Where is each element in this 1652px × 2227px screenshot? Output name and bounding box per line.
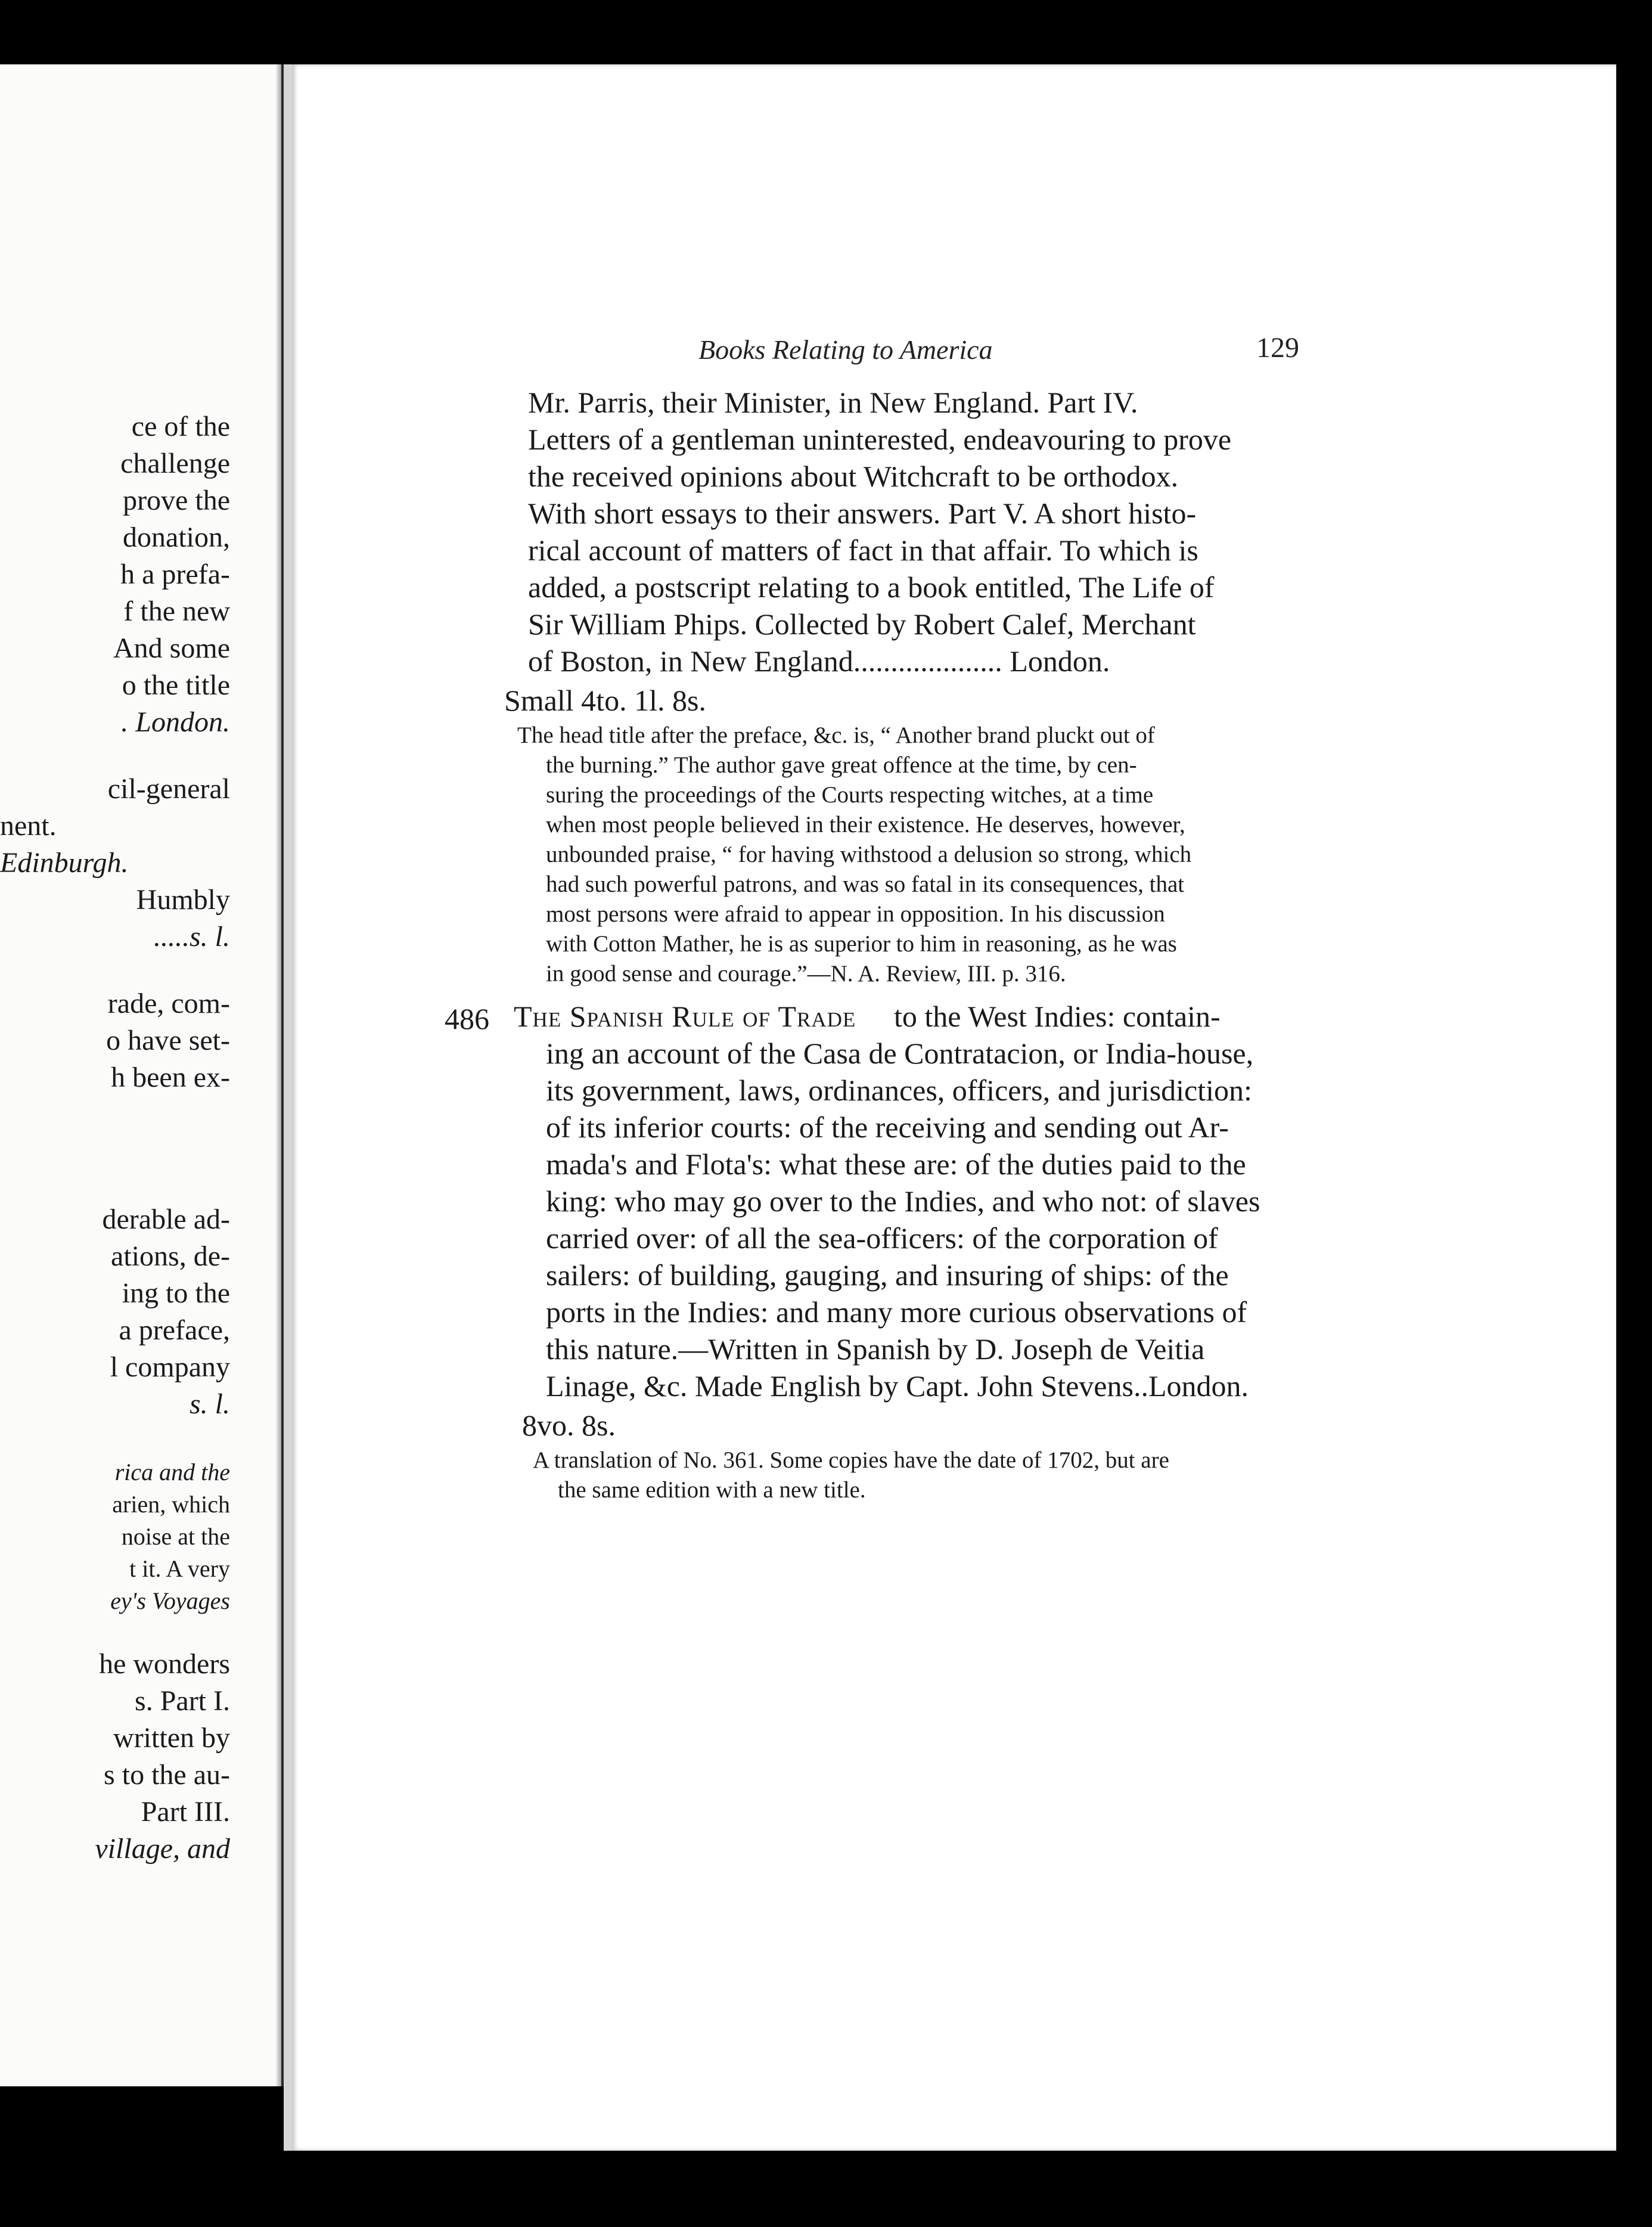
left-line: donation, (123, 522, 230, 553)
left-line: Edinburgh. (0, 847, 129, 879)
left-line: Humbly (136, 884, 230, 916)
entry-485-line: With short essays to their answers. Part V. A short histo- (528, 497, 1197, 530)
entry-486-line: to the West Indies: contain- (894, 1000, 1221, 1033)
left-line: s. Part I. (135, 1685, 230, 1717)
entry-485-note-line: in good sense and courage.”—N. A. Review, III. p. 316. (546, 961, 1066, 987)
entry-486-line: Linage, &c. Made English by Capt. John Stevens..London. (546, 1369, 1249, 1403)
entry-485-note-line: had such powerful patrons, and was so fatal in its consequences, that (546, 871, 1185, 897)
left-line: cil-general (107, 773, 230, 805)
left-line: f the new (123, 595, 230, 627)
left-line: s to the au- (104, 1759, 230, 1791)
entry-486-line: ports in the Indies: and many more curious observations of (546, 1295, 1247, 1329)
entry-486-note-line: the same edition with a new title. (558, 1477, 866, 1503)
left-line: he wonders (99, 1648, 230, 1680)
entry-485-line: Mr. Parris, their Minister, in New England. Part IV. (528, 386, 1138, 419)
left-line: a preface, (119, 1314, 230, 1346)
left-line: ey's Voyages (110, 1587, 230, 1614)
entry-485-note-line: most persons were afraid to appear in opposition. In his discussion (546, 901, 1165, 927)
left-line: arien, which (112, 1491, 230, 1518)
left-line: h a prefa- (120, 559, 230, 590)
left-line: ce of the (131, 411, 230, 442)
entry-485-line: added, a postscript relating to a book entitled, The Life of (528, 570, 1215, 604)
entry-485-note-line: unbounded praise, “ for having withstood a delusion so strong, which (546, 842, 1192, 867)
left-line: ations, de- (111, 1240, 230, 1272)
entry-485-line: of Boston, in New England.................... London. (528, 644, 1110, 678)
right-page (284, 64, 1616, 2151)
left-line: ing to the (122, 1277, 230, 1309)
entry-486-number: 486 (445, 1002, 489, 1035)
entry-485-note-line: suring the proceedings of the Courts respecting witches, at a time (546, 782, 1154, 808)
entry-486-line: its government, laws, ordinances, officers, and jurisdiction: (546, 1074, 1252, 1107)
left-line: written by (113, 1722, 230, 1754)
entry-485-line: the received opinions about Witchcraft to be orthodox. (528, 460, 1179, 493)
left-line: Part III. (141, 1796, 230, 1828)
entry-486-line: this nature.—Written in Spanish by D. Joseph de Veitia (546, 1332, 1205, 1366)
entry-486-line: ing an account of the Casa de Contratacion, or India-house, (546, 1037, 1254, 1070)
left-line: challenge (120, 448, 230, 479)
page-fold-shadow (275, 64, 281, 2086)
entry-486-line: carried over: of all the sea-officers: of the corporation of (546, 1221, 1218, 1255)
entry-486-line: of its inferior courts: of the receiving and sending out Ar- (546, 1111, 1229, 1144)
entry-485-line: rical account of matters of fact in that affair. To which is (528, 534, 1198, 567)
left-line: nent. (0, 810, 57, 842)
entry-486-note-line: A translation of No. 361. Some copies have the date of 1702, but are (533, 1447, 1169, 1473)
left-line: And some (113, 632, 230, 664)
left-line: village, and (95, 1833, 230, 1865)
left-line: derable ad- (102, 1204, 230, 1235)
left-line: l company (110, 1351, 230, 1383)
left-line: o have set- (106, 1025, 230, 1056)
left-line: prove the (123, 485, 230, 516)
entry-485-note-line: the burning.” The author gave great offence at the time, by cen- (546, 752, 1137, 778)
entry-485-line: Sir William Phips. Collected by Robert Calef, Merchant (528, 607, 1196, 641)
left-line: .....s. l. (153, 921, 230, 953)
left-page (0, 64, 285, 2086)
entry-486-format: 8vo. 8s. (522, 1409, 616, 1442)
left-line: s. l. (189, 1388, 230, 1420)
left-line: h been ex- (111, 1062, 230, 1093)
entry-486-line: mada's and Flota's: what these are: of the duties paid to the (546, 1147, 1246, 1181)
left-line: t it. A very (129, 1555, 230, 1582)
left-line: . London. (121, 706, 230, 738)
left-line: o the title (122, 669, 230, 701)
left-line: rade, com- (107, 988, 230, 1019)
entry-486-title: The Spanish Rule of Trade (514, 1000, 856, 1033)
running-title: Books Relating to America (698, 334, 993, 365)
entry-486-line: king: who may go over to the Indies, and who not: of slaves (546, 1184, 1260, 1218)
left-line: rica and the (114, 1459, 230, 1485)
entry-486-line: sailers: of building, gauging, and insuring of ships: of the (546, 1258, 1229, 1292)
page-number: 129 (1256, 332, 1299, 364)
entry-485-note-line: The head title after the preface, &c. is, “ Another brand pluckt out of (517, 722, 1155, 748)
left-line: noise at the (121, 1523, 230, 1550)
entry-485-format: Small 4to. 1l. 8s. (504, 684, 706, 717)
entry-485-line: Letters of a gentleman uninterested, endeavouring to prove (528, 423, 1232, 456)
entry-485-note-line: with Cotton Mather, he is as superior to him in reasoning, as he was (546, 931, 1177, 957)
entry-485-note-line: when most people believed in their existence. He deserves, however, (546, 812, 1185, 838)
